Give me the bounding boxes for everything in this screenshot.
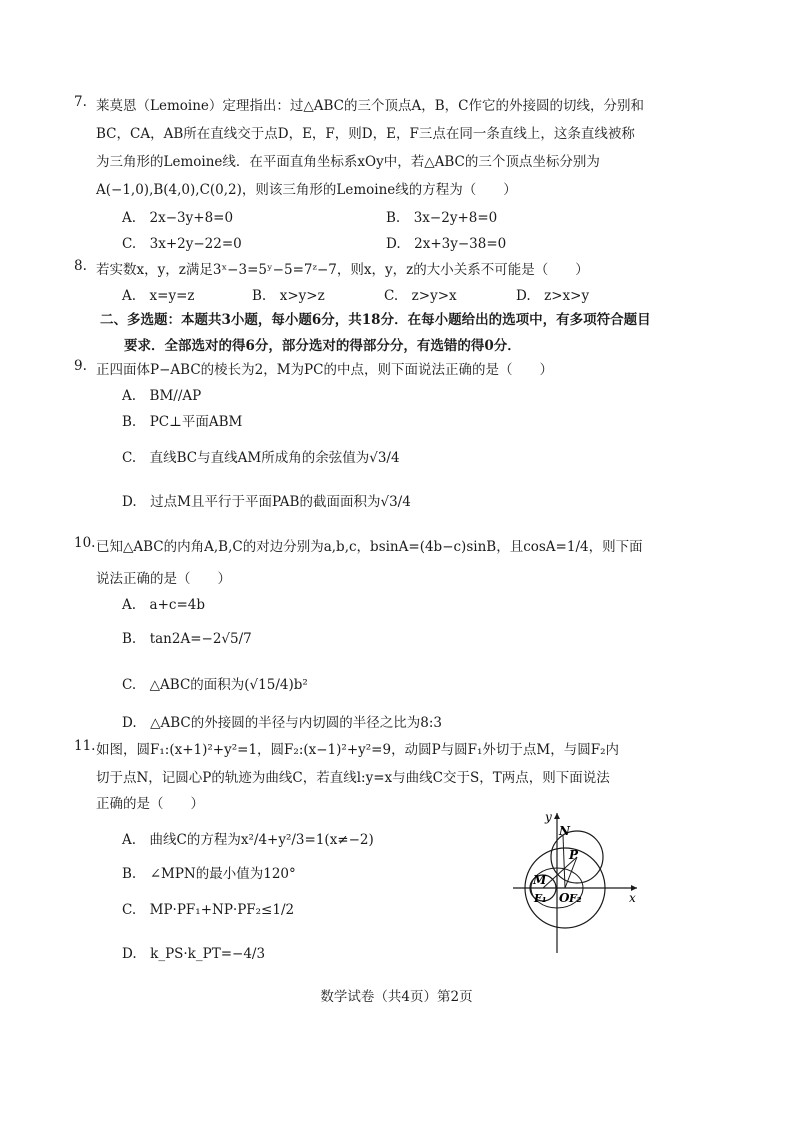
q7-option-d: D. 2x+3y−38=0 [386,236,507,252]
page-footer: 数学试卷（共4页）第2页 [320,989,473,1005]
q9-option-c: C. 直线BC与直线AM所成角的余弦值为√3/4 [122,450,400,466]
q11-circle-figure [505,805,645,955]
q7-option-a: A. 2x−3y+8=0 [122,210,234,226]
label-y: y [545,810,552,824]
q8-option-c: C. z>y>x [384,288,457,304]
q8-option-b: B. x>y>z [252,288,325,304]
q8-option-a: A. x=y=z [122,288,195,304]
q11-option-c: C. MP·PF₁+NP·PF₂≤1/2 [122,902,295,918]
q10-stem-continued: 说法正确的是（ ） [96,571,231,587]
label-x: x [629,891,636,905]
y-axis-arrow [554,813,560,819]
q7-option-c: C. 3x+2y−22=0 [122,236,242,252]
label-f2: F₂ [569,892,582,905]
q11-option-b: B. ∠MPN的最小值为120° [122,866,296,882]
q11-line-2: 切于点N，记圆心P的轨迹为曲线C，若直线l:y=x与曲线C交于S，T两点，则下面说法 [96,770,610,786]
question-number: 7. [74,94,87,110]
section-header-line-2: 要求．全部选对的得6分，部分选对的得部分分，有选错的得0分． [124,338,521,354]
q10-option-b: B. tan2A=−2√5/7 [122,631,252,647]
q11-option-d: D. k_PS·k_PT=−4/3 [122,946,266,962]
q7-line-3: 为三角形的Lemoine线．在平面直角坐标系xOy中，若△ABC的三个顶点坐标分别为 [96,154,600,170]
q10-option-c: C. △ABC的面积为(√15/4)b² [122,677,308,693]
question-number: 10. [74,535,96,551]
label-f1: F₁ [534,892,547,905]
q8-option-d: D. z>x>y [516,288,590,304]
q11-option-a: A. 曲线C的方程为x²/4+y²/3=1(x≠−2) [122,832,374,848]
q8-stem: 若实数x，y，z满足3ˣ−3=5ʸ−5=7ᶻ−7，则x，y，z的大小关系不可能是（ ） [96,262,589,278]
q10-option-d: D. △ABC的外接圆的半径与内切圆的半径之比为8:3 [122,715,442,731]
q10-stem: 已知△ABC的内角A,B,C的对边分别为a,b,c，bsinA=(4b−c)sinB，且cosA=1/4，则下面 [96,539,643,555]
question-number: 9. [74,358,87,374]
q9-option-b: B. PC⊥平面ABM [122,414,243,430]
q11-line-1: 如图，圆F₁:(x+1)²+y²=1，圆F₂:(x−1)²+y²=9，动圆P与圆F₁外切于点M，与圆F₂内 [96,742,620,758]
q10-option-a: A. a+c=4b [122,597,206,613]
q7-option-b: B. 3x−2y+8=0 [386,210,498,226]
label-p: P [569,848,579,862]
label-n: N [559,824,570,838]
q9-option-a: A. BM//AP [122,388,202,404]
q7-line-2: BC，CA，AB所在直线交于点D，E，F，则D，E，F三点在同一条直线上，这条直线被称 [96,126,635,142]
q7-line-1: 莱莫恩（Lemoine）定理指出：过△ABC的三个顶点A，B，C作它的外接圆的切线，分别和 [96,98,645,114]
q9-stem: 正四面体P−ABC的棱长为2，M为PC的中点，则下面说法正确的是（ ） [96,362,553,378]
label-m: M [533,873,547,887]
q7-line-4: A(−1,0),B(4,0),C(0,2)，则该三角形的Lemoine线的方程为（ ） [96,182,517,198]
question-number: 11. [74,738,96,754]
section-header-line-1: 二、多选题：本题共3小题，每小题6分，共18分．在每小题给出的选项中，有多项符合题目 [100,312,651,328]
q9-option-d: D. 过点M且平行于平面PAB的截面面积为√3/4 [122,494,411,510]
q11-line-3: 正确的是（ ） [96,796,204,812]
question-number: 8. [74,258,87,274]
label-o: O [559,891,570,905]
